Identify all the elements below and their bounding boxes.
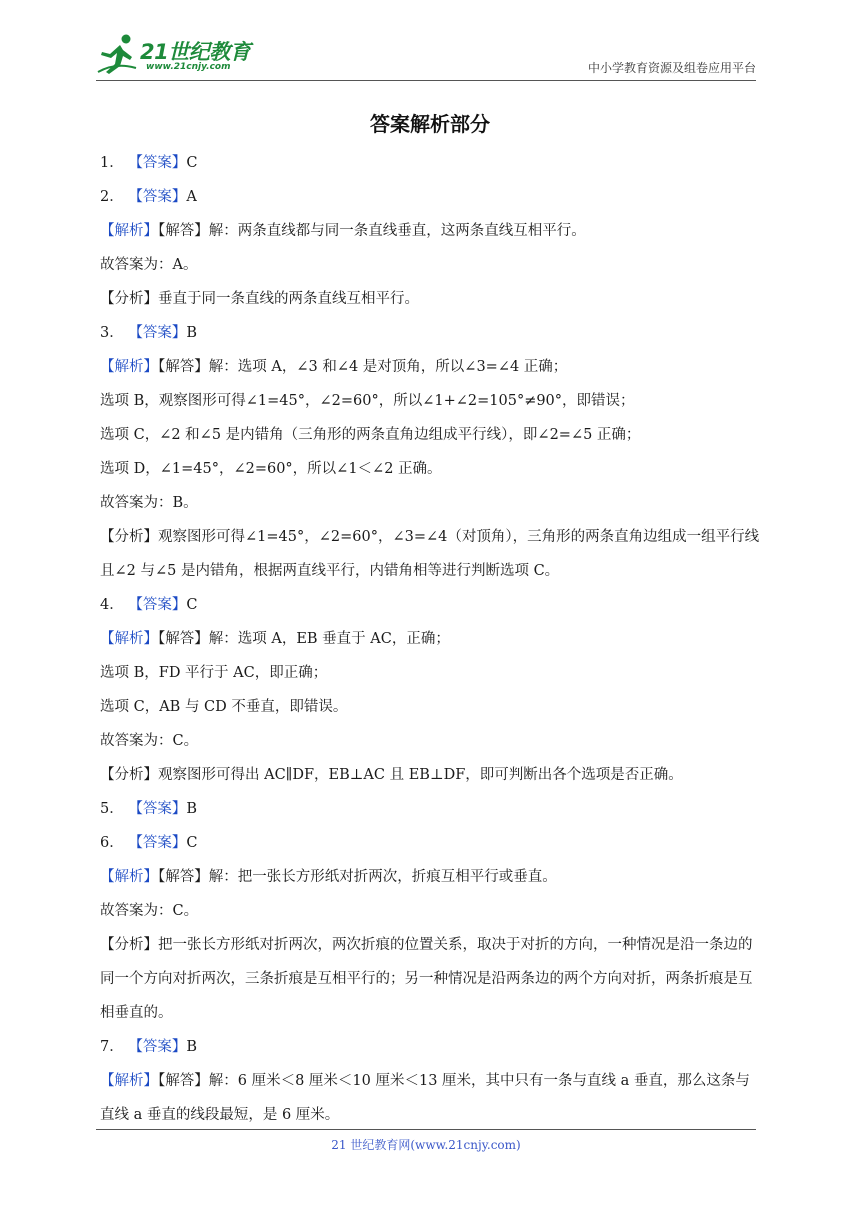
analysis-line [100, 1064, 764, 1132]
analysis-tag: 【解析】 [100, 869, 158, 885]
answer-value: C [186, 155, 198, 171]
page-footer: 21 世纪教育网(www.21cnjy.com) [96, 1129, 756, 1153]
analysis-tag: 【解析】 [100, 1073, 158, 1089]
analysis-line [100, 690, 764, 724]
solve-tag: 【解答】 [158, 1073, 209, 1089]
answer-tag: 【答案】 [128, 835, 187, 851]
review-text: 垂直于同一条直线的两条直线互相平行。 [158, 291, 419, 307]
review-tag: 【分析】 [100, 291, 158, 307]
runner-logo-icon [96, 32, 140, 76]
analysis-line [100, 214, 764, 248]
analysis-text: 解：两条直线都与同一条直线垂直，这两条直线互相平行。 [208, 223, 586, 239]
item-number: 2． [100, 189, 124, 205]
analysis-tag: 【解析】 [100, 359, 158, 375]
answer-value: C [186, 597, 198, 613]
analysis-line [100, 350, 764, 384]
analysis-line [100, 452, 764, 486]
review-line [100, 282, 764, 316]
analysis-line [100, 418, 764, 452]
item-number: 5． [100, 801, 124, 817]
analysis-text: 选项 C，∠2 和∠5 是内错角（三角形的两条直角边组成平行线），即∠2=∠5 正确； [100, 427, 641, 443]
logo [96, 32, 266, 76]
analysis-line [100, 622, 764, 656]
review-line [100, 520, 764, 588]
final-answer-text: 故答案为：C。 [100, 733, 199, 749]
review-line [100, 928, 764, 1030]
answer-value: A [186, 189, 197, 205]
answer-line [100, 1030, 764, 1064]
review-tag: 【分析】 [100, 937, 158, 953]
answer-tag: 【答案】 [128, 155, 187, 171]
answer-line [100, 316, 764, 350]
review-text: 观察图形可得出 AC∥DF，EB⊥AC 且 EB⊥DF，即可判断出各个选项是否正确。 [158, 767, 683, 783]
final-answer-line [100, 894, 764, 928]
analysis-text: 解：选项 A，∠3 和∠4 是对顶角，所以∠3=∠4 正确； [208, 359, 568, 375]
answer-line [100, 588, 764, 622]
solve-tag: 【解答】 [158, 869, 209, 885]
item-number: 7． [100, 1039, 124, 1055]
final-answer-text: 故答案为：C。 [100, 903, 199, 919]
answer-tag: 【答案】 [128, 1039, 187, 1055]
final-answer-text: 故答案为：A。 [100, 257, 198, 273]
item-number: 1． [100, 155, 124, 171]
answer-list [100, 146, 764, 1132]
review-text: 把一张长方形纸对折两次，两次折痕的位置关系，取决于对折的方向，一种情况是沿一条边的同一个方向对折两次，三条折痕是互相平行的；另一种情况是沿两条边的两个方向对折，两条折痕是互相垂直的。 [100, 937, 753, 1021]
page-header [96, 30, 756, 81]
final-answer-text: 故答案为：B。 [100, 495, 198, 511]
item-number: 4． [100, 597, 124, 613]
logo-url: www.21cnjy.com [146, 62, 231, 72]
answer-line [100, 792, 764, 826]
answer-line [100, 180, 764, 214]
solve-tag: 【解答】 [158, 223, 209, 239]
review-line [100, 758, 764, 792]
answer-value: C [186, 835, 198, 851]
analysis-text: 解：6 厘米＜8 厘米＜10 厘米＜13 厘米，其中只有一条与直线 a 垂直，那么这条与直线 a 垂直的线段最短，是 6 厘米。 [100, 1073, 750, 1123]
final-answer-line [100, 486, 764, 520]
answer-tag: 【答案】 [128, 801, 187, 817]
final-answer-line [100, 248, 764, 282]
answer-line [100, 146, 764, 180]
analysis-text: 选项 C，AB 与 CD 不垂直，即错误。 [100, 699, 348, 715]
logo-text: 21世纪教育 [140, 40, 251, 64]
analysis-text: 解：选项 A，EB 垂直于 AC，正确； [208, 631, 450, 647]
answer-value: B [186, 801, 197, 817]
answer-value: B [186, 1039, 197, 1055]
analysis-text: 选项 B，观察图形可得∠1=45°，∠2=60°，所以∠1+∠2=105°≠90°，即错误； [100, 393, 635, 409]
analysis-tag: 【解析】 [100, 223, 158, 239]
analysis-text: 选项 D，∠1=45°，∠2=60°，所以∠1＜∠2 正确。 [100, 461, 442, 477]
page-title: 答案解析部分 [370, 112, 490, 136]
answer-tag: 【答案】 [128, 597, 187, 613]
review-tag: 【分析】 [100, 767, 158, 783]
analysis-line [100, 656, 764, 690]
analysis-text: 选项 B，FD 平行于 AC，即正确； [100, 665, 328, 681]
analysis-text: 解：把一张长方形纸对折两次，折痕互相平行或垂直。 [208, 869, 557, 885]
analysis-tag: 【解析】 [100, 631, 158, 647]
answer-value: B [186, 325, 197, 341]
final-answer-line [100, 724, 764, 758]
item-number: 3． [100, 325, 124, 341]
item-number: 6． [100, 835, 124, 851]
answer-line [100, 826, 764, 860]
solve-tag: 【解答】 [158, 631, 209, 647]
review-text: 观察图形可得∠1=45°，∠2=60°，∠3=∠4（对顶角），三角形的两条直角边组成一组平行线且∠2 与∠5 是内错角，根据两直线平行，内错角相等进行判断选项 C。 [100, 529, 760, 579]
platform-name: 中小学教育资源及组卷应用平台 [587, 61, 756, 75]
answer-tag: 【答案】 [128, 189, 187, 205]
solve-tag: 【解答】 [158, 359, 209, 375]
answer-tag: 【答案】 [128, 325, 187, 341]
analysis-line [100, 860, 764, 894]
review-tag: 【分析】 [100, 529, 158, 545]
analysis-line [100, 384, 764, 418]
